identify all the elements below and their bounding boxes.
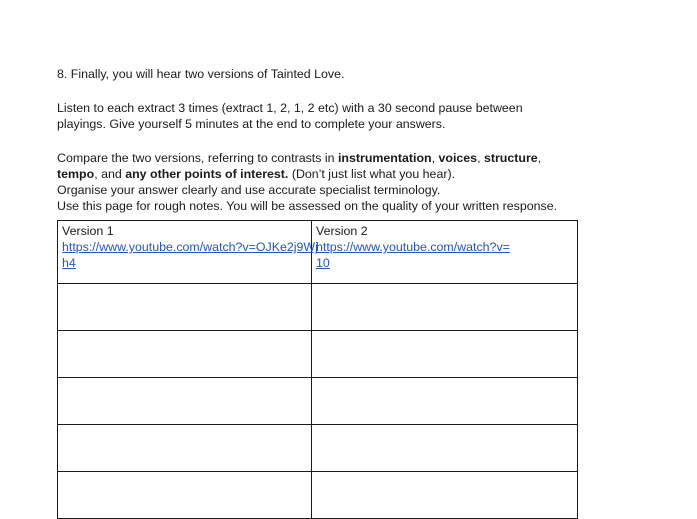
term-voices: voices bbox=[438, 151, 478, 165]
notes-cell-version-1[interactable] bbox=[58, 284, 312, 331]
separator: , bbox=[431, 151, 439, 165]
listen-instruction-line-2: playings. Give yourself 5 minutes at the end to complete your answers. bbox=[57, 117, 446, 131]
version-1-url-line-2: h4 bbox=[62, 256, 76, 270]
version-2-url-line-1: https://www.youtube.com/watch?v= bbox=[316, 240, 510, 254]
rough-notes-instruction: Use this page for rough notes. You will be assessed on the quality of your written response. bbox=[57, 199, 558, 213]
notes-cell-version-2[interactable] bbox=[312, 425, 578, 472]
term-tempo: tempo bbox=[57, 167, 95, 181]
table-row bbox=[58, 284, 578, 331]
version-1-link[interactable] bbox=[62, 240, 318, 270]
version-1-url-line-1: https://www.youtube.com/watch?v=OJKe2j9Wj bbox=[62, 240, 318, 254]
notes-table bbox=[57, 220, 578, 519]
notes-cell-version-1[interactable] bbox=[58, 331, 312, 378]
notes-cell-version-1[interactable] bbox=[58, 378, 312, 425]
version-2-cell bbox=[312, 221, 578, 284]
notes-cell-version-1[interactable] bbox=[58, 472, 312, 519]
table-row bbox=[58, 472, 578, 519]
notes-cell-version-2[interactable] bbox=[312, 284, 578, 331]
version-1-label: Version 1 bbox=[62, 224, 114, 238]
notes-cell-version-2[interactable] bbox=[312, 378, 578, 425]
separator: , bbox=[537, 151, 542, 165]
notes-cell-version-2[interactable] bbox=[312, 472, 578, 519]
compare-instruction-line-1 bbox=[57, 150, 697, 166]
question-text bbox=[57, 66, 697, 214]
compare-intro: Compare the two versions, referring to contrasts in bbox=[57, 151, 338, 165]
table-row bbox=[58, 331, 578, 378]
organise-instruction: Organise your answer clearly and use accurate specialist terminology. bbox=[57, 183, 441, 197]
separator: , bbox=[477, 151, 484, 165]
term-structure: structure bbox=[483, 151, 538, 165]
term-other-points: any other points of interest. bbox=[125, 167, 289, 181]
version-2-link[interactable] bbox=[316, 240, 510, 270]
term-instrumentation: instrumentation bbox=[337, 151, 432, 165]
table-header-row bbox=[58, 221, 578, 284]
version-2-url-line-2: 10 bbox=[316, 256, 330, 270]
notes-cell-version-1[interactable] bbox=[58, 425, 312, 472]
table-row bbox=[58, 425, 578, 472]
spacer bbox=[57, 132, 697, 150]
version-2-label: Version 2 bbox=[316, 224, 368, 238]
question-title: 8. Finally, you will hear two versions of Tainted Love. bbox=[57, 67, 345, 81]
notes-cell-version-2[interactable] bbox=[312, 331, 578, 378]
compare-instruction-line-2 bbox=[57, 166, 697, 182]
version-1-cell bbox=[58, 221, 318, 284]
table-row bbox=[58, 378, 578, 425]
listen-instruction-line-1: Listen to each extract 3 times (extract 1, 2, 1, 2 etc) with a 30 second pause between bbox=[57, 101, 523, 115]
and-text: , and bbox=[94, 167, 126, 181]
dont-list-note: (Don’t just list what you hear). bbox=[288, 167, 456, 181]
